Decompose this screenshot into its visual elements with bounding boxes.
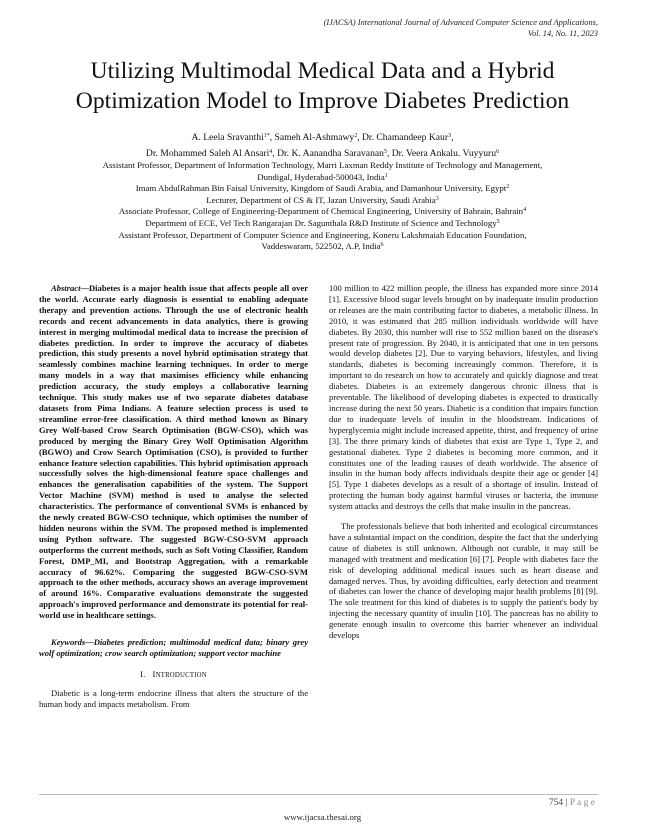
- body-paragraph: The professionals believe that both inherited and ecological circumstances have a substantial impact on the condition, despite the fact that the underlying cause of diabetes is still unknown. Although not curable, it may still be managed with treatment and medication [6] [7]. People with diabetes face the risk of developing additional medical issues such as heart disease and damaged nerves. Thus, by avoiding difficulties, early detection and treatment of diabetes can lower the chance of developing major health problems [8] [9]. The sole treatment for this kind of diabetes is to supply the patient's body by injecting the necessary quantity of insulin [10]. The pancreas has no ability to generate enough insulin to overcome this barrier whenever an individual develops: [329, 521, 598, 641]
- affiliation-line: Dundigal, Hyderabad-500043, India$^1$: [257, 171, 388, 182]
- abstract-label: Abstract: [51, 283, 81, 293]
- keywords: Keywords—Diabetes prediction; multimodal medical data; binary grey wolf optimization; crow search optimization; support vector machine: [39, 637, 308, 658]
- affiliation-line: Imam AbdulRahman Bin Faisal University, Kingdom of Saudi Arabia, and Damanhour University, Egypt$^2$: [135, 183, 510, 194]
- title-line-2: Optimization Model to Improve Diabetes Prediction: [75, 88, 570, 114]
- affiliation-line: Lecturer, Department of CS & IT, Jazan University, Saudi Arabia$^3$: [206, 194, 439, 205]
- author-line-2: Dr. Mohammed Saleh Al Ansari$^4$, Dr. K. Aanandha Saravanan$^5$, Dr. Veera Ankalu. Vuyyuru$^6$: [145, 147, 500, 159]
- author-line-1: A. Leela Sravanthi$^{1*}$, Sameh Al-Ashmawy$^2$, Dr. Chamandeep Kaur$^3$,: [191, 132, 454, 143]
- right-column: [329, 283, 598, 641]
- affiliation-line: Assistant Professor, Department of Information Technology, Marri Laxman Reddy Institute of Technology and Management,: [102, 160, 543, 170]
- intro-paragraph: Diabetic is a long-term endocrine illness that alters the structure of the human body and impacts metabolism. From: [39, 687, 308, 709]
- affiliation-line: Department of ECE, Vel Tech Rangarajan Dr. Sagunthala R&D Institute of Science and Technology$^5$: [145, 217, 500, 228]
- body-paragraph: 100 million to 422 million people, the illness has expanded more since 2014 [1]. Excessive blood sugar levels brought on by inadequate insulin production or releases are the main contributing factor to diabetes, a metabolic illness. In 2010, it was estimated that 285 million individuals worldwide will have diabetes. By 2030, this number will rise to 552 million based on the disease's present rate of progression. By 2040, it is anticipated that one in ten persons would develop diabetes [2]. Due to varying behaviors, lifestyles, and living standards, diabetes is becoming increasingly common. Therefore, it is important to do research on how to accurately and quickly diagnose and treat diabetes. Diabetes is an extremely dangerous chronic illness that is preventable. The likelihood of developing diabetes is expected to drastically increase during the next 50 years. Diabetic is a condition that impairs function due to inadequate levels of insulin in the bloodstream. Indications of hyperglycemia might include increased appetite, thirst, and frequency of urine [3]. The three primary kinds of diabetes that exist are Type 1, Type 2, and gestational diabetes. Type 2 diabetes is becoming more common, and it constitutes one of the leading causes of death worldwide. The absence of insulin in the human body affects individuals despite their age or gender [4] [5]. Type 1 diabetes develops as a result of a shortage of insulin. Instead of protecting the human body against harmful viruses or bacteria, the immune system attacks and destroys the cells that make insulin in the pancreas.: [329, 283, 598, 512]
- author-list: [30, 130, 615, 161]
- abstract-text: Diabetes is a major health issue that affects people all over the world. Accurate early diagnosis is essential to enabling adequate therapy and prevention actions. Through the use of electronic health records and recent advancements in data analytics, there is growing interest in merging multimodal medical data to increase the precision of diabetes prediction. In order to improve the accuracy of diabetes prediction, this study presents a novel hybrid optimisation strategy that seamlessly combines machine learning techniques. In order to merge many models in a way that maximises efficiency while enhancing prediction accuracy, the study employs a collaborative learning technique. This study makes use of two separate diabetes database datasets from Pima Indians. A feature selection process is used to streamline error-free classification. A third method known as Binary Grey Wolf-based Crow Search Optimisation (BGW-CSO), which was produced by merging the Binary Grey Wolf Optimisation Algorithm (BGWO) and Crow Search Optimisation (CSO), is provided to further enhance feature selection capabilities. This hybrid optimisation approach successfully solves the high-dimensional feature space challenges and enhances the generalisation capabilities of the system. The Support Vector Machine (SVM) method is used to analyse the selected characteristics. The performance of conventional SVMs is enhanced by the newly created BGW-CSO technique, which optimises the number of hidden neurons within the SVM. The proposed method is implemented using Python software. The suggested BGW-CSO-SVM approach outperforms the current methods, such as Soft Voting Classifier, Random Forest, DMP_MI, and Bootstrap Aggregation, with a remarkable accuracy of 96.62%. Comparing the suggested BGW-CSO-SVM approach to the other methods, accuracy shows an average improvement of around 16%. Comparative evaluations demonstrate the suggested approach's improved performance and demonstrate its potential for real-world use in healthcare settings.: [39, 283, 308, 621]
- keywords-label: Keywords: [51, 637, 86, 648]
- footer-divider: [39, 794, 598, 795]
- page-number: 754 | P a g e: [548, 798, 595, 808]
- affiliation-line: Associate Professor, College of Engineering-Department of Chemical Engineering, University of Bahrain, Bahrain$^4$: [118, 206, 527, 217]
- affiliation-line: Vaddeswaram, 522502, A.P, India$^6$: [261, 241, 384, 252]
- footer-website: www.ijacsa.thesai.org: [283, 812, 362, 822]
- abstract: Abstract—Diabetes is a major health issue that affects people all over the world. Accurate early diagnosis is essential to enabling adequate therapy and prevention actions. Through the use of electronic health records and recent advancements in data analytics, there is growing interest in merging multimodal medical data to increase the precision of diabetes prediction. In order to improve the accuracy of diabetes prediction, this study presents a novel hybrid optimisation strategy that seamlessly combines machine learning techniques. In order to merge many models in a way that maximises efficiency while enhancing prediction accuracy, the study employs a collaborative learning technique. This study makes use of two separate diabetes database datasets from Pima Indians. A feature selection process is used to streamline error-free classification. A third method known as Binary Grey Wolf-based Crow Search Optimisation (BGW-CSO), which was produced by merging the Binary Grey Wolf Optimisation Algorithm (BGWO) and Crow Search Optimisation (CSO), is provided to further enhance feature selection capabilities. This hybrid optimisation approach successfully solves the high-dimensional feature space challenges and enhances the generalisation capabilities of the system. The Support Vector Machine (SVM) method is used to analyse the selected characteristics. The performance of conventional SVMs is enhanced by the newly created BGW-CSO technique, which optimises the number of hidden neurons within the SVM. The proposed method is implemented using Python software. The suggested BGW-CSO-SVM approach outperforms the current methods, such as Soft Voting Classifier, Random Forest, DMP_MI, and Bootstrap Aggregation, with a remarkable accuracy of 96.62%. Comparing the suggested BGW-CSO-SVM approach to the other methods, accuracy shows an average improvement of around 16%. Comparative evaluations demonstrate the suggested approach's improved performance and demonstrate its potential for real-world use in healthcare settings.: [39, 283, 308, 621]
- affiliations: [40, 160, 605, 253]
- section-heading: I. INTRODUCTION: [140, 668, 207, 679]
- title-line-1: Utilizing Multimodal Medical Data and a Hybrid: [90, 58, 555, 84]
- journal-header: [324, 17, 598, 39]
- keywords-text: Diabetes prediction; multimodal medical data; binary grey wolf optimization; crow search optimization; support vector machine: [39, 637, 308, 658]
- left-column: [39, 283, 308, 710]
- journal-name: (IJACSA) International Journal of Advanced Computer Science and Applications,: [323, 18, 598, 27]
- paper-title: [30, 56, 615, 116]
- journal-volume: Vol. 14, No. 11, 2023: [527, 29, 598, 38]
- affiliation-line: Assistant Professor, Department of Computer Science and Engineering, Koneru Lakshmaiah Education Foundation,: [118, 229, 527, 240]
